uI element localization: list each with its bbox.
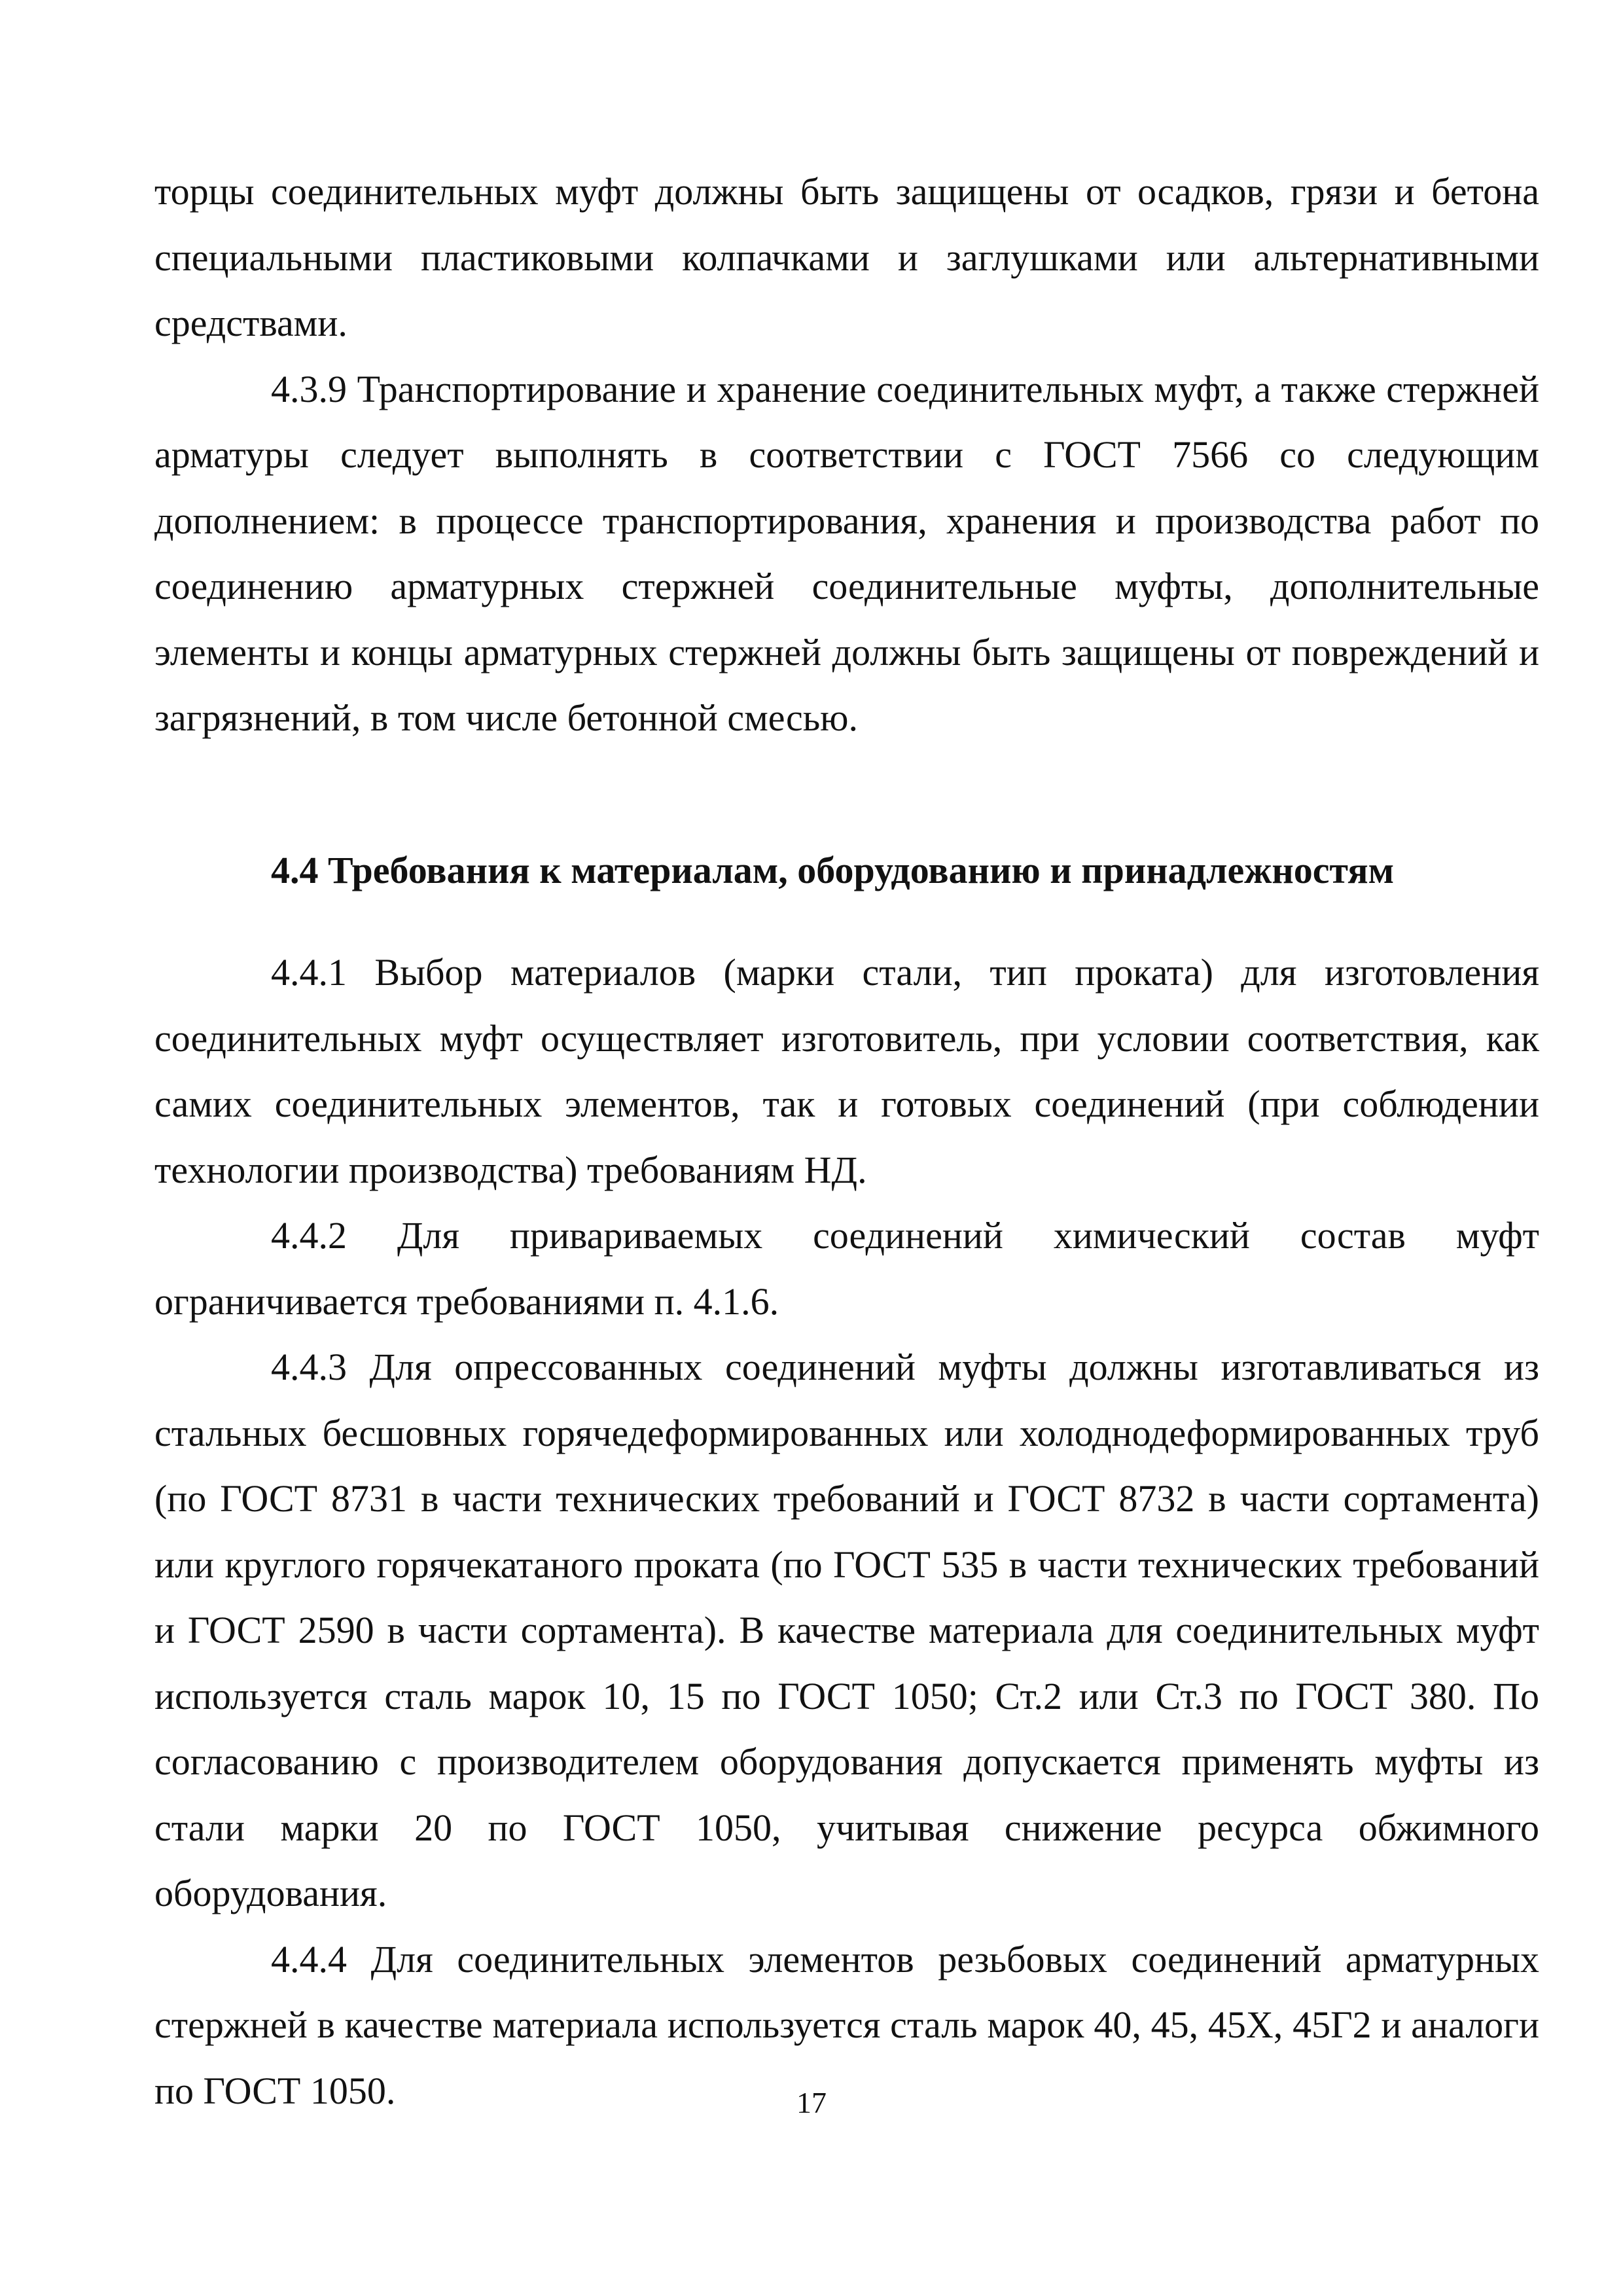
- paragraph-4-4-3: 4.4.3 Для опрессованных соединений муфты должны изготавливаться из стальных бесшовных горячедеформированных или холоднодеформированных труб (по ГОСТ 8731 в части технических требований и ГОСТ 8732 в части сортамента) или круглого горячекатаного проката (по ГОСТ 535 в части технических требований и ГОСТ 2590 в части сортамента). В качестве материала для соединительных муфт используется сталь марок 10, 15 по ГОСТ 1050; Ст.2 или Ст.3 по ГОСТ 380. По согласованию с производителем оборудования допускается применять муфты из стали марки 20 по ГОСТ 1050, учитывая снижение ресурса обжимного оборудования.: [154, 1346, 1539, 1914]
- page-number: 17: [796, 2086, 827, 2119]
- section-heading-4-4: 4.4 Требования к материалам, оборудованию и принадлежностям: [271, 848, 1395, 891]
- paragraph-4-3-9: 4.3.9 Транспортирование и хранение соединительных муфт, а также стержней арматуры следует выполнять в соответствии с ГОСТ 7566 со следующим дополнением: в процессе транспортирования, хранения и производства работ по соединению арматурных стержней соединительные муфты, дополнительные элементы и концы арматурных стержней должны быть защищены от повреждений и загрязнений, в том числе бетонной смесью.: [154, 367, 1539, 739]
- paragraph-4-4-4: 4.4.4 Для соединительных элементов резьбовых соединений арматурных стержней в качестве материала используется сталь марок 40, 45, 45Х, 45Г2 и аналоги по ГОСТ 1050.: [154, 1937, 1539, 2112]
- paragraph-continued: торцы соединительных муфт должны быть защищены от осадков, грязи и бетона специальными пластиковыми колпачками и заглушками или альтернативными средствами.: [154, 170, 1539, 344]
- paragraph-4-4-1: 4.4.1 Выбор материалов (марки стали, тип проката) для изготовления соединительных муфт осуществляет изготовитель, при условии соответствия, как самих соединительных элементов, так и готовых соединений (при соблюдении технологии производства) требованиям НД.: [154, 951, 1539, 1191]
- paragraph-4-4-2: 4.4.2 Для привариваемых соединений химический состав муфт ограничивается требованиями п. 4.1.6.: [154, 1214, 1539, 1323]
